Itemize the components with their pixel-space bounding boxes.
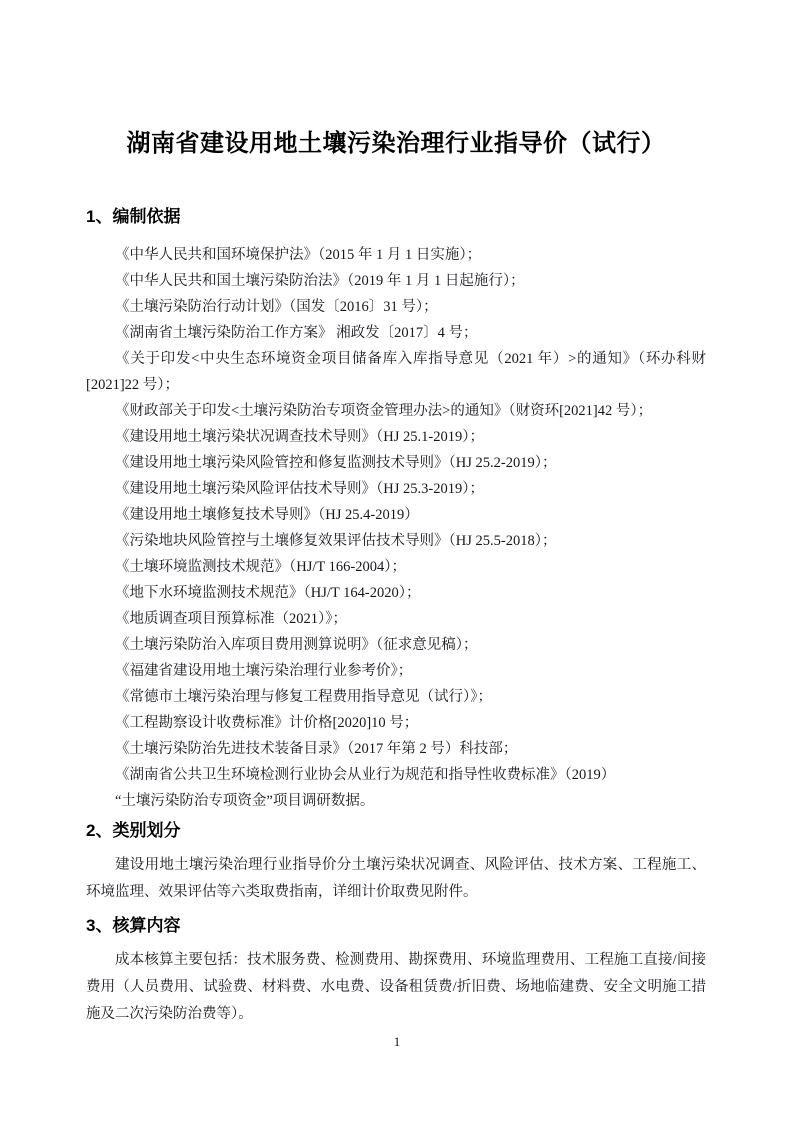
reference-item: 《建设用地土壤污染状况调查技术导则》（HJ 25.1-2019）； [115,429,484,445]
reference-item: 《建设用地土壤修复技术导则》（HJ 25.4-2019） [115,507,419,523]
reference-item: 《工程勘察设计收费标准》计价格[2020]10 号； [115,715,419,731]
reference-item: 《中华人民共和国环境保护法》（2015 年 1 月 1 日实施）； [115,247,482,263]
reference-item: 《地质调查项目预算标准（2021）》； [115,611,347,627]
reference-item: 《土壤污染防治入库项目费用测算说明》（征求意见稿）； [115,637,478,653]
reference-item: 《建设用地土壤污染风险评估技术导则》（HJ 25.3-2019）； [115,481,484,497]
reference-item: 《土壤污染防治行动计划》（国发〔2016〕31 号）； [115,299,438,315]
reference-item: 《土壤污染防治先进技术装备目录》（2017 年第 2 号）科技部； [115,741,518,757]
section-3-heading: 3、核算内容 [86,916,181,935]
page-number-footer: 1 [393,1034,401,1049]
section-1-heading: 1、编制依据 [86,207,181,226]
reference-item: 《建设用地土壤污染风险管控和修复监测技术导则》（HJ 25.2-2019）； [115,455,557,471]
section-2-paragraph: 建设用地土壤污染治理行业指导价分土壤污染状况调查、风险评估、技术方案、工程施工、环境监理、效果评估等六类取费指南，详细计价取费见附件。 [86,857,706,900]
reference-item: 《福建省建设用地土壤污染治理行业参考价》； [115,663,413,679]
reference-item: 《湖南省公共卫生环境检测行业协会从业行为规范和指导性收费标准》（2019） [115,767,616,783]
document-title: 湖南省建设用地土壤污染治理行业指导价（试行） [126,131,666,157]
reference-item: 《财政部关于印发<土壤污染防治专项资金管理办法>的通知》（财资环[2021]42 号）； [115,403,653,419]
reference-list [86,242,706,814]
section-2-heading: 2、类别划分 [86,821,181,840]
reference-item: 《土壤环境监测技术规范》（HJ/T 166-2004）； [115,559,406,575]
reference-item: 《湖南省土壤污染防治工作方案》 湘政发〔2017〕4 号； [115,325,478,341]
reference-item: 《污染地块风险管控与土壤修复效果评估技术导则》（HJ 25.5-2018）； [115,533,557,549]
reference-item: 《地下水环境监测技术规范》（HJ/T 164-2020）； [115,585,421,601]
reference-item: 《关于印发<中央生态环境资金项目储备库入库指导意见（2021 年）>的通知》（环办科财[2021]22 号）； [86,351,706,393]
reference-item: 《常德市土壤污染治理与修复工程费用指导意见（试行）》； [115,689,492,705]
section-3-paragraph: 成本核算主要包括：技术服务费、检测费用、勘探费用、环境监理费用、工程施工直接/间接费用（人员费用、试验费、材料费、水电费、设备租赁费/折旧费、场地临建费、安全文明施工措施及二次污染防治费等）。 [86,952,706,1022]
reference-item: “土壤污染防治专项资金”项目调研数据。 [115,793,375,809]
reference-item: 《中华人民共和国土壤污染防治法》（2019 年 1 月 1 日起施行）； [115,273,525,289]
